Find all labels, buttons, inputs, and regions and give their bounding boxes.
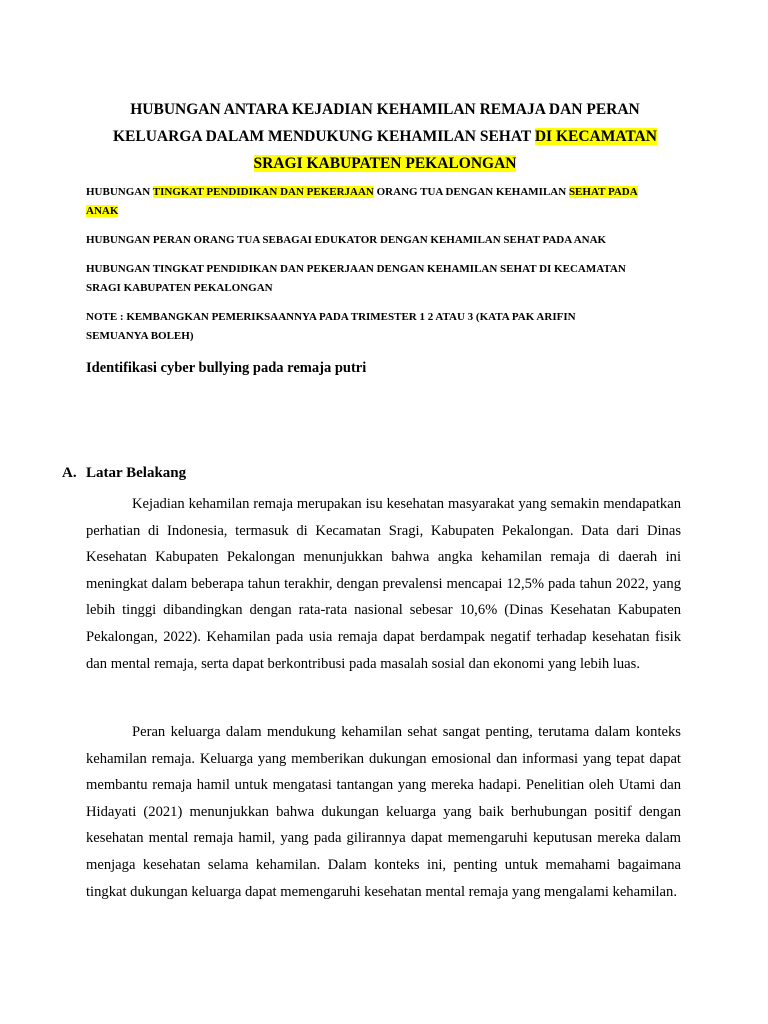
identification-topic: Identifikasi cyber bullying pada remaja putri <box>86 360 367 376</box>
note-supervisor <box>86 308 686 346</box>
title-line-3 <box>60 150 710 177</box>
paragraph-2: Peran keluarga dalam mendukung kehamilan sehat sangat penting, terutama dalam konteks kehamilan remaja. Keluarga yang memberikan dukungan emosional dan informasi yang tepat dapat membantu remaja hamil untuk mengatasi tantangan yang mereka hadapi. Penelitian oleh Utami dan Hidayati (2021) menunjukkan bahwa dukungan keluarga yang baik berhubungan positif dengan kesehatan mental remaja hamil, yang pada gilirannya dapat memengaruhi keputusan mereka dalam menjaga kesehatan selama kehamilan. Dalam konteks ini, penting untuk memahami bagaimana tingkat dukungan keluarga dapat memengaruhi kesehatan mental remaja yang mengalami kehamilan. <box>86 724 681 900</box>
section-title: Latar Belakang <box>86 465 187 481</box>
title-line-1: HUBUNGAN ANTARA KEJADIAN KEHAMILAN REMAJA DAN PERAN <box>130 101 640 118</box>
note-3-line-1: HUBUNGAN TINGKAT PENDIDIKAN DAN PEKERJAAN DENGAN KEHAMILAN SEHAT DI KECAMATAN <box>86 263 626 275</box>
note-4-line-1: NOTE : KEMBANGKAN PEMERIKSAANNYA PADA TRIMESTER 1 2 ATAU 3 (KATA PAK ARIFIN <box>86 311 576 323</box>
note-alternative-title-1 <box>86 183 686 221</box>
note-1-line-1 <box>86 183 686 202</box>
note-2-text: HUBUNGAN PERAN ORANG TUA SEBAGAI EDUKATOR DENGAN KEHAMILAN SEHAT PADA ANAK <box>86 234 607 246</box>
note-1-text-b: ORANG TUA DENGAN KEHAMILAN <box>373 186 569 198</box>
note-1-line-2 <box>86 202 686 221</box>
paragraph-1: Kejadian kehamilan remaja merupakan isu kesehatan masyarakat yang semakin mendapatkan perhatian di Indonesia, termasuk di Kecamatan Sragi, Kabupaten Pekalongan. Data dari Dinas Kesehatan Kabupaten Pekalongan menunjukkan bahwa angka kehamilan remaja di daerah ini meningkat dalam beberapa tahun terakhir, dengan prevalensi mencapai 12,5% pada tahun 2022, yang lebih tinggi dibandingkan dengan rata-rata nasional sebesar 10,6% (Dinas Kesehatan Kabupaten Pekalongan, 2022). Kehamilan pada usia remaja dapat berdampak negatif terhadap kesehatan fisik dan mental remaja, serta dapat berkontribusi pada masalah sosial dan ekonomi yang lebih luas. <box>86 496 681 672</box>
note-4-line-2: SEMUANYA BOLEH) <box>86 330 194 342</box>
note-alternative-title-2 <box>86 231 686 250</box>
title-line-2 <box>60 123 710 150</box>
note-1-highlight-a: TINGKAT PENDIDIKAN DAN PEKERJAAN <box>152 186 374 198</box>
note-1-highlight-b: SEHAT PADA <box>568 186 638 198</box>
title-highlight-location: SRAGI KABUPATEN PEKALONGAN <box>253 155 517 172</box>
note-1-highlight-c: ANAK <box>86 205 119 217</box>
section-letter: A. <box>62 465 77 481</box>
document-title <box>60 96 710 177</box>
note-1-text-a: HUBUNGAN <box>86 186 153 198</box>
section-heading <box>62 462 186 484</box>
title-line-2-text: KELUARGA DALAM MENDUKUNG KEHAMILAN SEHAT <box>113 128 535 145</box>
note-3-line-2: SRAGI KABUPATEN PEKALONGAN <box>86 282 273 294</box>
title-highlight-kecamatan: DI KECAMATAN <box>534 128 657 145</box>
note-alternative-title-3 <box>86 260 686 298</box>
